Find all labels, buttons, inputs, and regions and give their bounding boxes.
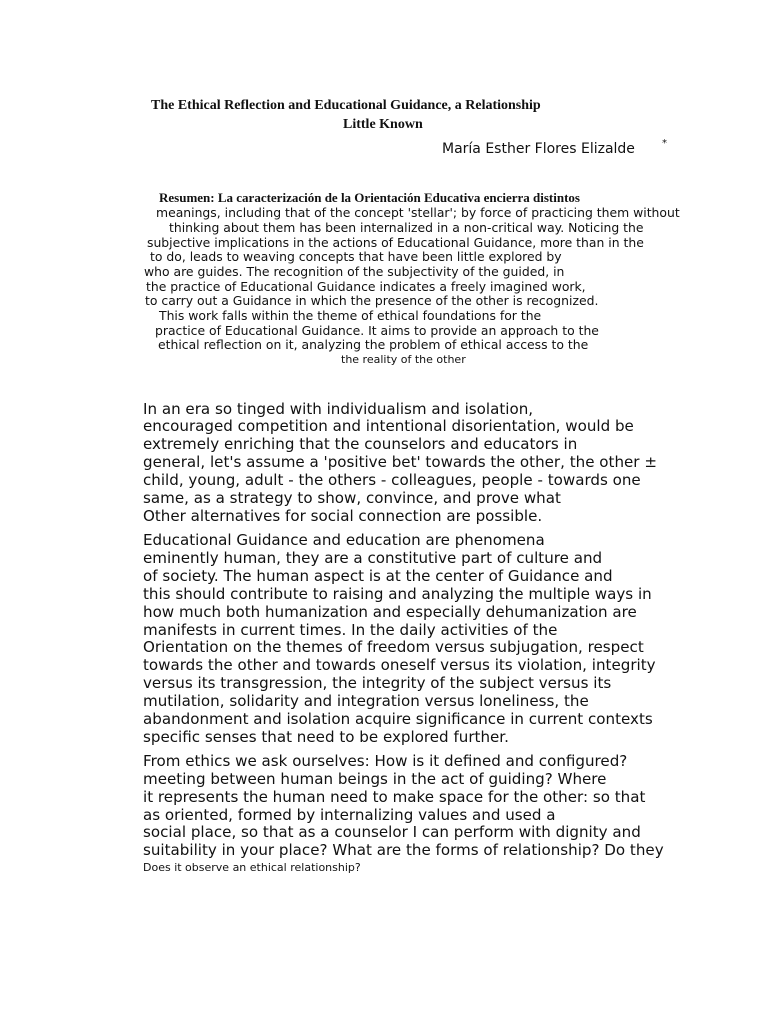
abstract-line: thinking about them has been internalized in a non-critical way. Noticing the — [169, 220, 644, 235]
body-line: Other alternatives for social connection are possible. — [143, 507, 543, 525]
abstract-line: practice of Educational Guidance. It aims to provide an approach to the — [155, 323, 599, 338]
body-line: mutilation, solidarity and integration versus loneliness, the — [143, 692, 589, 710]
abstract-line: who are guides. The recognition of the subjectivity of the guided, in — [144, 264, 565, 279]
body-line: towards the other and towards oneself versus its violation, integrity — [143, 656, 656, 674]
abstract-line: to do, leads to weaving concepts that have been little explored by — [150, 249, 562, 264]
body-line: specific senses that need to be explored further. — [143, 728, 509, 746]
body-line: social place, so that as a counselor I can perform with dignity and — [143, 823, 641, 841]
abstract-line: ethical reflection on it, analyzing the problem of ethical access to the — [158, 337, 589, 352]
author-name: María Esther Flores Elizalde — [442, 141, 635, 157]
body-line: it represents the human need to make space for the other: so that — [143, 788, 646, 806]
body-line: same, as a strategy to show, convince, and prove what — [143, 489, 561, 507]
title-line-1: The Ethical Reflection and Educational Guidance, a Relationship — [151, 98, 541, 113]
abstract-line: meanings, including that of the concept 'stellar'; by force of practicing them without — [156, 205, 680, 220]
abstract-lead: Resumen: La caracterización de la Orientación Educativa encierra distintos — [159, 190, 580, 205]
abstract-line: the practice of Educational Guidance indicates a freely imagined work, — [146, 279, 586, 294]
body-line: From ethics we ask ourselves: How is it defined and configured? — [143, 752, 628, 770]
abstract-line: to carry out a Guidance in which the presence of the other is recognized. — [145, 293, 599, 308]
body-line: child, young, adult - the others - colleagues, people - towards one — [143, 471, 641, 489]
body-line: versus its transgression, the integrity of the subject versus its — [143, 674, 612, 692]
body-line: as oriented, formed by internalizing values and used a — [143, 806, 556, 824]
abstract-line: the reality of the other — [341, 353, 466, 366]
body-line-small: Does it observe an ethical relationship? — [143, 861, 361, 874]
body-line: this should contribute to raising and analyzing the multiple ways in — [143, 585, 652, 603]
body-line: meeting between human beings in the act of guiding? Where — [143, 770, 607, 788]
body-line: abandonment and isolation acquire significance in current contexts — [143, 710, 653, 728]
body-line: of society. The human aspect is at the center of Guidance and — [143, 567, 613, 585]
body-line: Orientation on the themes of freedom versus subjugation, respect — [143, 638, 644, 656]
body-line: eminently human, they are a constitutive part of culture and — [143, 549, 603, 567]
abstract-line: subjective implications in the actions of Educational Guidance, more than in the — [147, 235, 644, 250]
body-line: In an era so tinged with individualism and isolation, — [143, 400, 534, 418]
body-line: how much both humanization and especially dehumanization are — [143, 603, 637, 621]
body-line: encouraged competition and intentional disorientation, would be — [143, 417, 634, 435]
body-line: manifests in current times. In the daily activities of the — [143, 621, 558, 639]
body-line: extremely enriching that the counselors and educators in — [143, 435, 578, 453]
body-line: suitability in your place? What are the forms of relationship? Do they — [143, 841, 664, 859]
title-line-2: Little Known — [343, 117, 423, 132]
abstract-line: This work falls within the theme of ethical foundations for the — [159, 308, 542, 323]
body-line: general, let's assume a 'positive bet' towards the other, the other ± — [143, 453, 657, 471]
author-footnote-mark: * — [662, 138, 667, 149]
body-line: Educational Guidance and education are phenomena — [143, 531, 545, 549]
